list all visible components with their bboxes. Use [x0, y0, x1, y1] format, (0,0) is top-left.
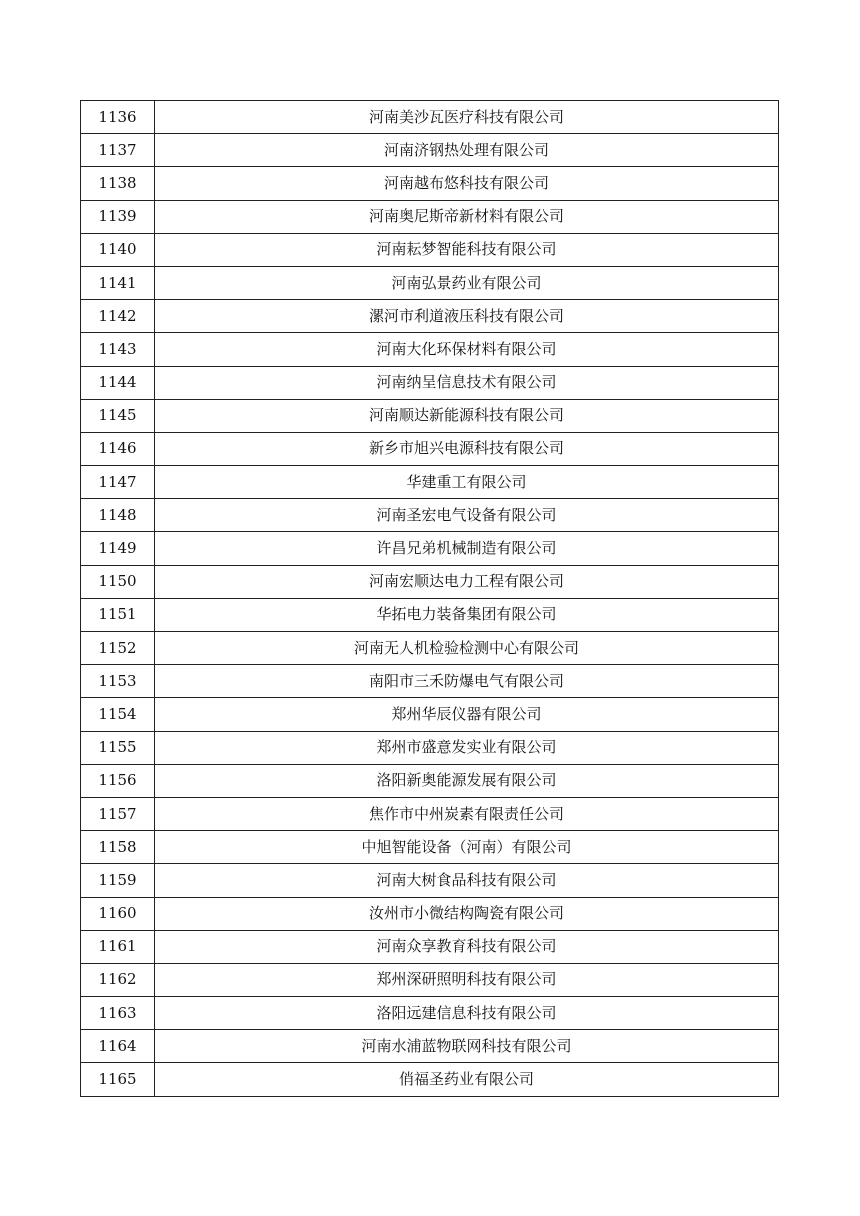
table-row: [81, 897, 779, 930]
row-number: 1153: [81, 665, 155, 698]
row-number: 1140: [81, 233, 155, 266]
company-name: 河南大树食品科技有限公司: [155, 864, 779, 897]
table-row: [81, 466, 779, 499]
row-number: 1155: [81, 731, 155, 764]
company-name: 洛阳新奥能源发展有限公司: [155, 764, 779, 797]
row-number: 1156: [81, 764, 155, 797]
company-name: 郑州深研照明科技有限公司: [155, 963, 779, 996]
row-number: 1165: [81, 1063, 155, 1096]
row-number: 1143: [81, 333, 155, 366]
row-number: 1150: [81, 565, 155, 598]
row-number: 1136: [81, 101, 155, 134]
table-row: [81, 698, 779, 731]
company-name: 华拓电力装备集团有限公司: [155, 598, 779, 631]
company-name: 河南弘景药业有限公司: [155, 266, 779, 299]
company-name: 河南无人机检验检测中心有限公司: [155, 632, 779, 665]
company-name: 郑州市盛意发实业有限公司: [155, 731, 779, 764]
row-number: 1151: [81, 598, 155, 631]
row-number: 1141: [81, 266, 155, 299]
table-row: [81, 731, 779, 764]
row-number: 1163: [81, 997, 155, 1030]
company-name: 南阳市三禾防爆电气有限公司: [155, 665, 779, 698]
row-number: 1146: [81, 432, 155, 465]
table-row: [81, 266, 779, 299]
row-number: 1139: [81, 200, 155, 233]
table-row: [81, 565, 779, 598]
table-row: [81, 831, 779, 864]
table-row: [81, 432, 779, 465]
row-number: 1142: [81, 300, 155, 333]
row-number: 1159: [81, 864, 155, 897]
row-number: 1148: [81, 499, 155, 532]
company-name: 焦作市中州炭素有限责任公司: [155, 797, 779, 830]
table-row: [81, 200, 779, 233]
row-number: 1147: [81, 466, 155, 499]
company-name: 许昌兄弟机械制造有限公司: [155, 532, 779, 565]
table-row: [81, 134, 779, 167]
company-name: 河南大化环保材料有限公司: [155, 333, 779, 366]
company-name: 河南宏顺达电力工程有限公司: [155, 565, 779, 598]
company-name: 郑州华辰仪器有限公司: [155, 698, 779, 731]
company-name: 河南众享教育科技有限公司: [155, 930, 779, 963]
row-number: 1138: [81, 167, 155, 200]
row-number: 1161: [81, 930, 155, 963]
company-name: 河南水浦蓝物联网科技有限公司: [155, 1030, 779, 1063]
table-row: [81, 632, 779, 665]
table-body: [81, 101, 779, 1097]
table-row: [81, 797, 779, 830]
table-row: [81, 101, 779, 134]
company-name: 河南奥尼斯帝新材料有限公司: [155, 200, 779, 233]
company-name: 河南越布悠科技有限公司: [155, 167, 779, 200]
table-row: [81, 764, 779, 797]
row-number: 1158: [81, 831, 155, 864]
document-page: [80, 100, 778, 1097]
company-name: 河南美沙瓦医疗科技有限公司: [155, 101, 779, 134]
row-number: 1160: [81, 897, 155, 930]
row-number: 1137: [81, 134, 155, 167]
row-number: 1154: [81, 698, 155, 731]
table-row: [81, 930, 779, 963]
company-name: 河南耘梦智能科技有限公司: [155, 233, 779, 266]
company-name: 河南圣宏电气设备有限公司: [155, 499, 779, 532]
table-row: [81, 864, 779, 897]
table-row: [81, 300, 779, 333]
table-row: [81, 532, 779, 565]
row-number: 1164: [81, 1030, 155, 1063]
table-row: [81, 399, 779, 432]
row-number: 1149: [81, 532, 155, 565]
table-row: [81, 366, 779, 399]
row-number: 1144: [81, 366, 155, 399]
company-name: 河南顺达新能源科技有限公司: [155, 399, 779, 432]
table-row: [81, 598, 779, 631]
company-name: 河南纳呈信息技术有限公司: [155, 366, 779, 399]
company-name: 中旭智能设备（河南）有限公司: [155, 831, 779, 864]
table-row: [81, 1030, 779, 1063]
company-name: 华建重工有限公司: [155, 466, 779, 499]
company-name: 洛阳远建信息科技有限公司: [155, 997, 779, 1030]
row-number: 1145: [81, 399, 155, 432]
company-list-table: [80, 100, 779, 1097]
table-row: [81, 499, 779, 532]
company-name: 俏福圣药业有限公司: [155, 1063, 779, 1096]
table-row: [81, 233, 779, 266]
table-row: [81, 333, 779, 366]
company-name: 新乡市旭兴电源科技有限公司: [155, 432, 779, 465]
company-name: 漯河市利道液压科技有限公司: [155, 300, 779, 333]
table-row: [81, 997, 779, 1030]
row-number: 1162: [81, 963, 155, 996]
company-name: 河南济钢热处理有限公司: [155, 134, 779, 167]
table-row: [81, 665, 779, 698]
row-number: 1157: [81, 797, 155, 830]
table-row: [81, 1063, 779, 1096]
company-name: 汝州市小微结构陶瓷有限公司: [155, 897, 779, 930]
row-number: 1152: [81, 632, 155, 665]
table-row: [81, 963, 779, 996]
table-row: [81, 167, 779, 200]
